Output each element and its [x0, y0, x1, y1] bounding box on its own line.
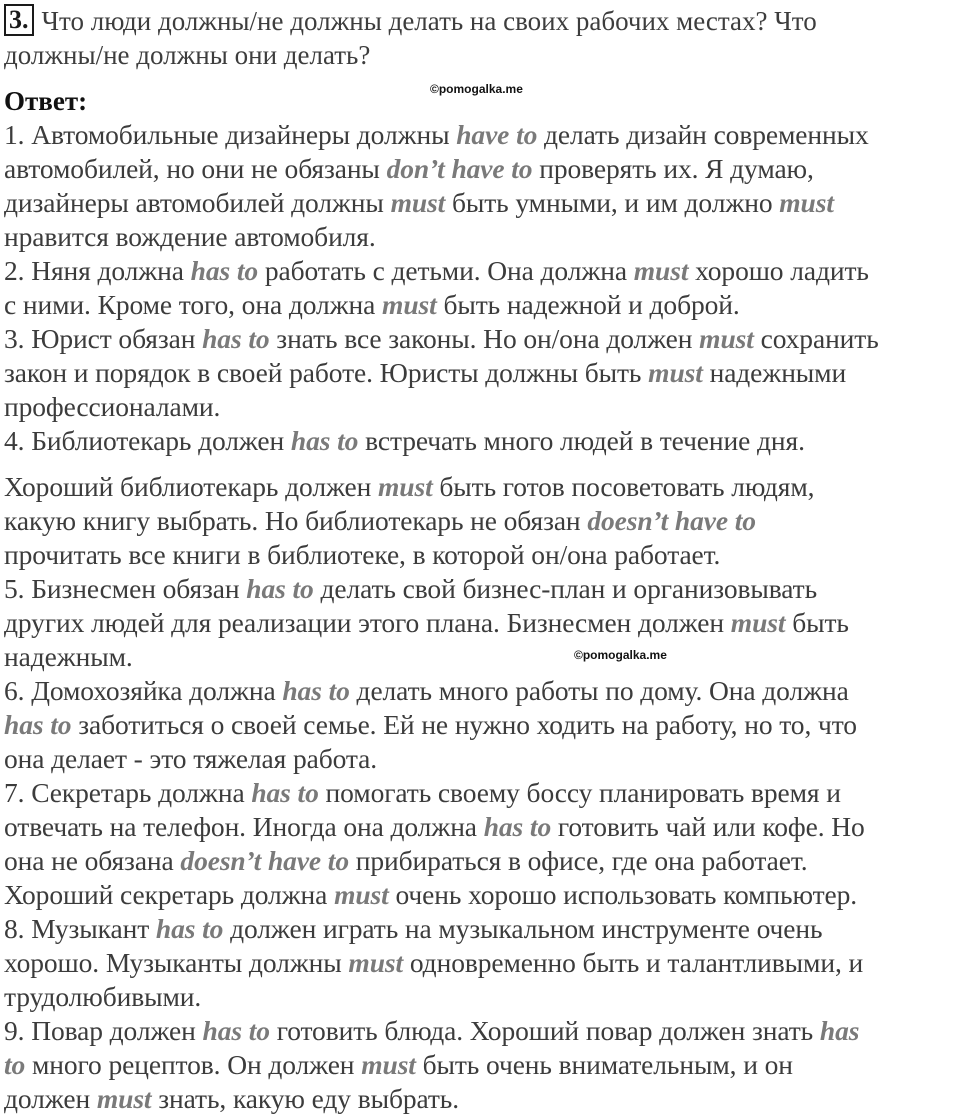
text-segment: очень хорошо использовать компьютер.	[388, 879, 858, 910]
text-segment: других людей для реализации этого плана. Бизнесмен должен	[4, 607, 731, 638]
text-line	[4, 1014, 959, 1048]
text-line	[4, 980, 959, 1014]
modal-verb: has to	[4, 709, 72, 740]
text-segment: 7. Секретарь должна	[4, 777, 252, 808]
text-line	[4, 186, 959, 220]
text-segment: помогать своему боссу планировать время и	[318, 777, 841, 808]
answer-paragraph-4-continued	[4, 470, 959, 572]
text-segment: 8. Музыкант	[4, 913, 156, 944]
text-line	[4, 118, 959, 152]
text-segment: Хороший библиотекарь должен	[4, 471, 378, 502]
modal-verb: has	[819, 1015, 860, 1046]
text-segment: 3. Юрист обязан	[4, 323, 203, 354]
modal-verb: to	[4, 1049, 26, 1080]
answer-paragraph-7	[4, 776, 959, 912]
text-segment: отвечать на телефон. Иногда она должна	[4, 811, 484, 842]
text-line	[4, 1082, 959, 1116]
text-line	[4, 1048, 959, 1082]
text-line	[4, 878, 959, 912]
text-line	[4, 946, 959, 980]
answer-paragraph-6	[4, 674, 959, 776]
text-segment: Хороший секретарь должна	[4, 879, 335, 910]
answer-paragraph-3	[4, 322, 959, 424]
answer-paragraph-4	[4, 424, 959, 458]
text-line	[4, 356, 959, 390]
text-segment: профессионалами.	[4, 391, 221, 422]
modal-verb: has to	[483, 811, 552, 842]
text-segment: готовить чай или кофе. Но	[551, 811, 865, 842]
text-segment: она делает - это тяжелая работа.	[4, 743, 378, 774]
modal-verb: must	[633, 255, 689, 286]
modal-verb: has to	[282, 675, 350, 706]
modal-verb: has to	[290, 425, 359, 456]
text-segment: какую книгу выбрать. Но библиотекарь не обязан	[4, 505, 588, 536]
text-segment: закон и порядок в своей работе. Юристы должны быть	[4, 357, 649, 388]
text-segment: 9. Повар должен	[4, 1015, 203, 1046]
text-line	[4, 152, 959, 186]
modal-verb: has to	[155, 913, 224, 944]
text-segment: заботиться о своей семье. Ей не нужно ходить на работу, но то, что	[71, 709, 857, 740]
text-line	[4, 538, 959, 572]
text-segment: встречать много людей в течение дня.	[358, 425, 805, 456]
text-line	[4, 912, 959, 946]
text-line	[4, 674, 959, 708]
modal-verb: has to	[251, 777, 319, 808]
text-segment: делать свой бизнес-план и организовывать	[313, 573, 818, 604]
text-segment: 5. Бизнесмен обязан	[4, 573, 247, 604]
text-line	[4, 390, 959, 424]
watermark: ©pomogalka.me	[574, 648, 667, 662]
answer-paragraph-8	[4, 912, 959, 1014]
text-line	[4, 288, 959, 322]
text-segment: знать, какую еду выбрать.	[151, 1083, 460, 1114]
text-line	[4, 606, 959, 640]
modal-verb: must	[334, 879, 389, 910]
modal-verb: must	[779, 187, 834, 218]
modal-verb: must	[96, 1083, 152, 1114]
text-segment: работать с детьми. Она должна	[258, 255, 634, 286]
modal-verb: have to	[456, 119, 538, 150]
modal-verb: has to	[246, 573, 314, 604]
modal-verb: has to	[202, 323, 270, 354]
text-line	[4, 640, 959, 674]
modal-verb: don’t have to	[386, 153, 533, 184]
text-segment: надежным.	[4, 641, 133, 672]
text-line	[4, 504, 959, 538]
text-segment: хорошо ладить	[688, 255, 869, 286]
text-line	[4, 810, 959, 844]
text-segment: делать много работы по дому. Она должна	[349, 675, 849, 706]
text-segment: она не обязана	[4, 845, 181, 876]
modal-verb: must	[361, 1049, 416, 1080]
answer-label: Ответ:	[4, 86, 88, 116]
modal-verb: must	[699, 323, 754, 354]
question-line-2: должны/не должны они делать?	[4, 40, 371, 70]
text-segment: 1. Автомобильные дизайнеры должны	[4, 119, 457, 150]
text-segment: готовить блюда. Хороший повар должен знать	[269, 1015, 820, 1046]
text-line	[4, 708, 959, 742]
modal-verb: must	[377, 471, 433, 502]
text-segment: 6. Домохозяйка должна	[4, 675, 283, 706]
text-segment: много рецептов. Он должен	[25, 1049, 362, 1080]
modal-verb: has to	[202, 1015, 270, 1046]
text-segment: надежными	[702, 357, 847, 388]
text-segment: трудолюбивыми.	[4, 981, 202, 1012]
modal-verb: must	[382, 289, 437, 320]
text-segment: быть умными, и им должно	[445, 187, 780, 218]
text-segment: прибираться в офисе, где она работает.	[349, 845, 808, 876]
text-segment: быть надежной и доброй.	[436, 289, 740, 320]
text-segment: быть очень внимательным, и он	[415, 1049, 793, 1080]
text-line	[4, 844, 959, 878]
text-segment: проверять их. Я думаю,	[532, 153, 814, 184]
text-line	[4, 254, 959, 288]
text-segment: одновременно быть и талантливыми, и	[403, 947, 864, 978]
text-line	[4, 572, 959, 606]
text-line	[4, 220, 959, 254]
text-line	[4, 322, 959, 356]
text-segment: знать все законы. Но он/она должен	[269, 323, 700, 354]
modal-verb: doesn’t have to	[587, 505, 756, 536]
text-segment: автомобилей, но они не обязаны	[4, 153, 387, 184]
text-line	[4, 776, 959, 810]
text-segment: 2. Няня должна	[4, 255, 191, 286]
text-line	[4, 470, 959, 504]
modal-verb: must	[648, 357, 703, 388]
watermark: ©pomogalka.me	[430, 82, 523, 96]
modal-verb: doesn’t have to	[180, 845, 349, 876]
answer-paragraph-2	[4, 254, 959, 322]
question-text	[4, 4, 954, 72]
question-number: 3.	[4, 4, 34, 36]
question-line-1: Что люди должны/не должны делать на своих рабочих местах? Что	[41, 6, 817, 36]
text-segment: прочитать все книги в библиотеке, в которой он/она работает.	[4, 539, 721, 570]
text-segment: сохранить	[753, 323, 879, 354]
modal-verb: must	[730, 607, 786, 638]
answer-paragraph-1	[4, 118, 959, 254]
text-segment: делать дизайн современных	[537, 119, 869, 150]
text-segment: с ними. Кроме того, она должна	[4, 289, 383, 320]
text-segment: хорошо. Музыканты должны	[4, 947, 349, 978]
text-line	[4, 742, 959, 776]
text-segment: 4. Библиотекарь должен	[4, 425, 291, 456]
text-segment: дизайнеры автомобилей должны	[4, 187, 391, 218]
answer-paragraph-9	[4, 1014, 959, 1116]
modal-verb: must	[348, 947, 404, 978]
modal-verb: must	[390, 187, 446, 218]
text-segment: должен	[4, 1083, 97, 1114]
text-segment: нравится вождение автомобиля.	[4, 221, 376, 252]
modal-verb: has to	[190, 255, 259, 286]
text-line	[4, 424, 959, 458]
text-segment: должен играть на музыкальном инструменте очень	[223, 913, 823, 944]
answer-paragraph-5	[4, 572, 959, 674]
text-segment: быть готов посоветовать людям,	[432, 471, 815, 502]
text-segment: быть	[785, 607, 849, 638]
